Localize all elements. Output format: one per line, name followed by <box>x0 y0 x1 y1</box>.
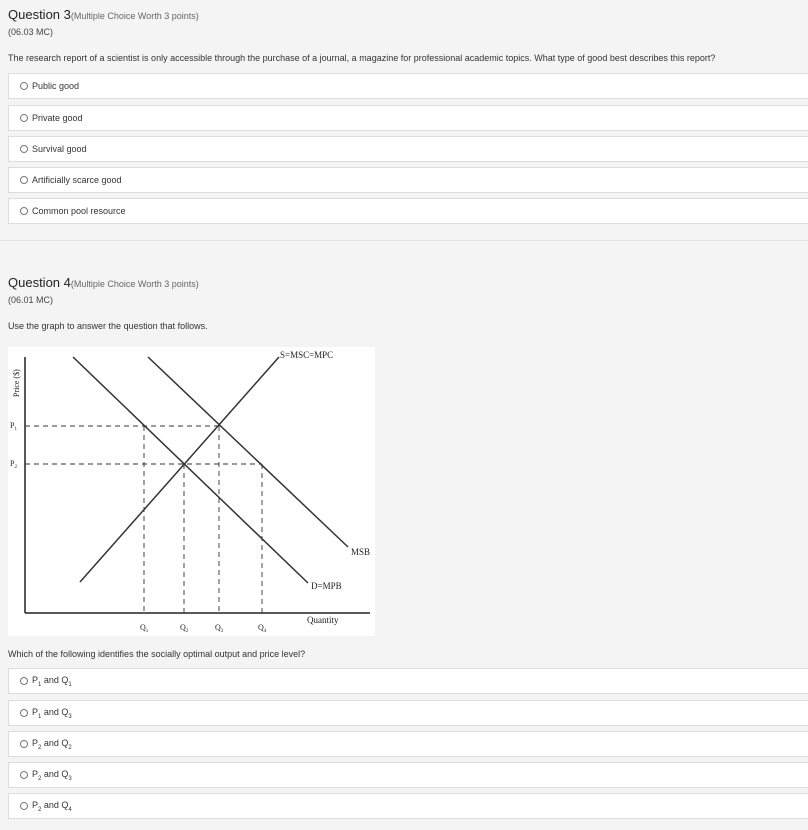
question-4-title <box>8 275 199 290</box>
option-label: $P_1$ and $Q_1$ <box>32 674 72 688</box>
question-code: (06.01 MC) <box>8 295 54 305</box>
option-label: Common pool resource <box>32 206 126 216</box>
question-divider <box>0 240 808 259</box>
y-axis-label: Price ($) <box>12 369 21 397</box>
q1-label: $Q_1$ <box>140 623 149 634</box>
answer-option-public-good[interactable] <box>8 73 808 99</box>
option-label: $P_2$ and $Q_2$ <box>32 737 72 751</box>
option-label: Artificially scarce good <box>32 175 122 185</box>
question-3-title <box>8 7 199 22</box>
supply-label: S=MSC=MPC <box>280 350 334 360</box>
question-prompt: The research report of a scientist is only accessible through the purchase of a journal, a magazine for professional academic topics. What type of good best describes this report? <box>8 53 716 63</box>
option-label: $P_1$ and $Q_3$ <box>32 706 72 720</box>
option-label: Public good <box>32 81 80 91</box>
question-code: (06.03 MC) <box>8 27 54 37</box>
radio-button[interactable] <box>20 82 28 90</box>
option-label: $P_2$ and $Q_3$ <box>32 768 72 782</box>
option-label: Private good <box>32 113 83 123</box>
x-axis-label: Quantity <box>307 615 339 625</box>
answer-option-p1-q1[interactable] <box>8 668 808 694</box>
externality-graph <box>8 347 375 636</box>
radio-button[interactable] <box>20 677 28 685</box>
question-intro: Use the graph to answer the question that follows. <box>8 321 208 331</box>
msb-label: MSB <box>351 547 371 557</box>
answer-option-artificially-scarce-good[interactable] <box>8 167 808 193</box>
q2-label: $Q_2$ <box>180 623 189 634</box>
radio-button[interactable] <box>20 207 28 215</box>
answer-option-p2-q3[interactable] <box>8 762 808 788</box>
radio-button[interactable] <box>20 802 28 810</box>
radio-button[interactable] <box>20 709 28 717</box>
radio-button[interactable] <box>20 740 28 748</box>
msb-curve <box>148 357 348 547</box>
radio-button[interactable] <box>20 176 28 184</box>
question-prompt: Which of the following identifies the socially optimal output and price level? <box>8 649 306 659</box>
answer-option-p2-q4[interactable] <box>8 793 808 819</box>
q4-label: $Q_4$ <box>258 623 267 634</box>
answer-option-p2-q2[interactable] <box>8 731 808 757</box>
radio-button[interactable] <box>20 771 28 779</box>
question-number: Question 3 <box>8 7 71 22</box>
q3-label: $Q_3$ <box>215 623 224 634</box>
question-number: Question 4 <box>8 275 71 290</box>
answer-option-survival-good[interactable] <box>8 136 808 162</box>
answer-option-p1-q3[interactable] <box>8 700 808 726</box>
radio-button[interactable] <box>20 114 28 122</box>
answer-option-private-good[interactable] <box>8 105 808 131</box>
supply-curve <box>80 357 279 582</box>
demand-label: D=MPB <box>311 581 342 591</box>
answer-option-common-pool-resource[interactable] <box>8 198 808 224</box>
p1-label: $P_1$ <box>10 421 17 432</box>
question-worth: (Multiple Choice Worth 3 points) <box>70 279 199 289</box>
question-worth: (Multiple Choice Worth 3 points) <box>70 11 199 21</box>
option-label: $P_2$ and $Q_4$ <box>32 799 72 813</box>
option-label: Survival good <box>32 144 87 154</box>
p2-label: $P_2$ <box>10 459 17 470</box>
radio-button[interactable] <box>20 145 28 153</box>
